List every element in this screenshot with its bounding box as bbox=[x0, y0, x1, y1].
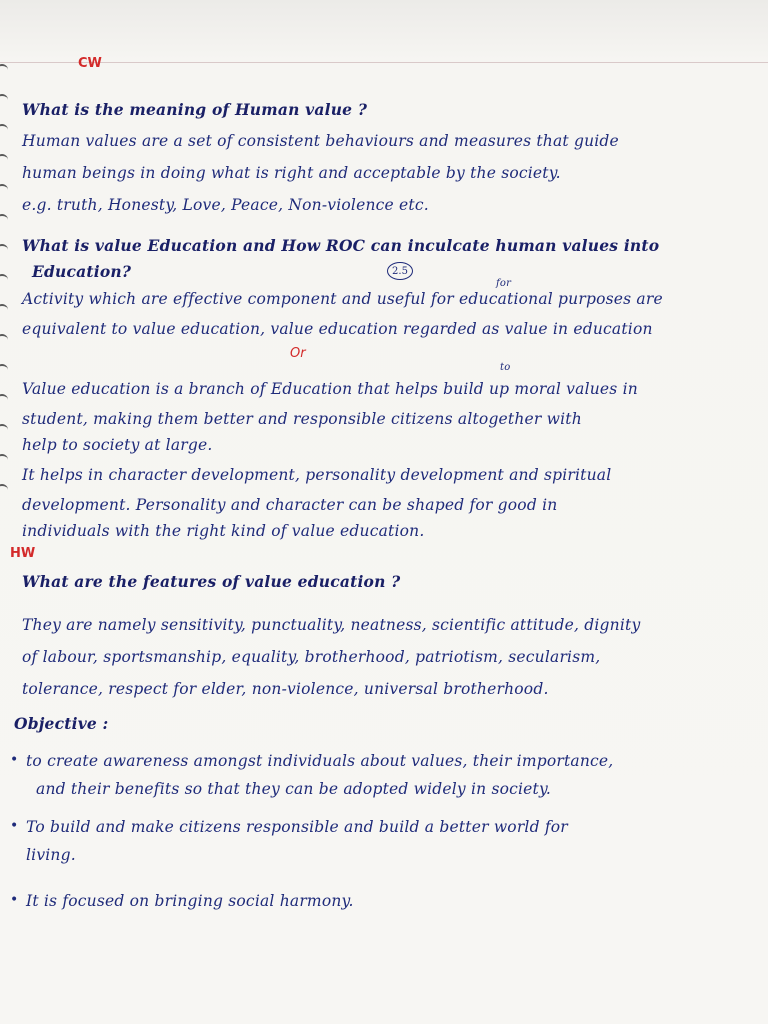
objective-item-cont: and their benefits so that they can be adopted widely in society. bbox=[36, 780, 551, 798]
spiral-ring bbox=[0, 424, 8, 432]
spiral-ring bbox=[0, 304, 8, 312]
hw-tag: HW bbox=[10, 546, 36, 561]
question-value-education-cont: Education? bbox=[32, 262, 132, 281]
spiral-ring bbox=[0, 94, 8, 102]
spiral-ring bbox=[0, 334, 8, 342]
answer-line: They are namely sensitivity, punctuality, neatness, scientific attitude, dignity bbox=[22, 616, 641, 634]
objective-item: It is focused on bringing social harmony. bbox=[26, 892, 354, 910]
objective-item-cont: living. bbox=[26, 846, 76, 864]
answer-line: tolerance, respect for elder, non-violence, universal brotherhood. bbox=[22, 680, 549, 698]
bullet-icon: • bbox=[10, 752, 19, 768]
answer-line: Human values are a set of consistent behaviours and measures that guide bbox=[22, 132, 619, 150]
spiral-ring bbox=[0, 394, 8, 402]
objective-item: to create awareness amongst individuals about values, their importance, bbox=[26, 752, 614, 770]
spiral-ring bbox=[0, 64, 8, 72]
spiral-ring bbox=[0, 244, 8, 252]
answer-line: Value education is a branch of Education that helps build up moral values in bbox=[22, 380, 638, 398]
answer-line: help to society at large. bbox=[22, 436, 213, 454]
spiral-ring bbox=[0, 124, 8, 132]
insert-mark-for: for bbox=[496, 278, 512, 289]
answer-line: student, making them better and responsible citizens altogether with bbox=[22, 410, 582, 428]
question-value-education: What is value Education and How ROC can inculcate human values into bbox=[22, 236, 660, 255]
insert-mark-to: to bbox=[500, 362, 511, 373]
answer-line: of labour, sportsmanship, equality, brotherhood, patriotism, secularism, bbox=[22, 648, 601, 666]
bullet-icon: • bbox=[10, 818, 19, 834]
objective-item: To build and make citizens responsible and build a better world for bbox=[26, 818, 568, 836]
answer-line: equivalent to value education, value education regarded as value in education bbox=[22, 320, 653, 338]
cw-tag: CW bbox=[78, 56, 102, 71]
answer-line: It helps in character development, personality development and spiritual bbox=[22, 466, 612, 484]
spiral-ring bbox=[0, 274, 8, 282]
answer-line: development. Personality and character can be shaped for good in bbox=[22, 496, 558, 514]
question-features: What are the features of value education ? bbox=[22, 572, 401, 591]
objective-heading: Objective : bbox=[14, 714, 109, 733]
page-top-margin-line bbox=[0, 62, 768, 63]
bullet-icon: • bbox=[10, 892, 19, 908]
answer-line: Activity which are effective component and useful for educational purposes are bbox=[22, 290, 663, 308]
or-mark: Or bbox=[290, 346, 306, 361]
answer-line: human beings in doing what is right and acceptable by the society. bbox=[22, 164, 561, 182]
answer-line: individuals with the right kind of value education. bbox=[22, 522, 425, 540]
answer-line: e.g. truth, Honesty, Love, Peace, Non-violence etc. bbox=[22, 196, 429, 214]
spiral-ring bbox=[0, 154, 8, 162]
spiral-ring bbox=[0, 454, 8, 462]
circled-mark: 2.5 bbox=[387, 262, 413, 280]
spiral-ring bbox=[0, 484, 8, 492]
spiral-ring bbox=[0, 184, 8, 192]
spiral-ring bbox=[0, 364, 8, 372]
spiral-binding bbox=[0, 60, 14, 540]
question-human-value: What is the meaning of Human value ? bbox=[22, 100, 368, 119]
spiral-ring bbox=[0, 214, 8, 222]
